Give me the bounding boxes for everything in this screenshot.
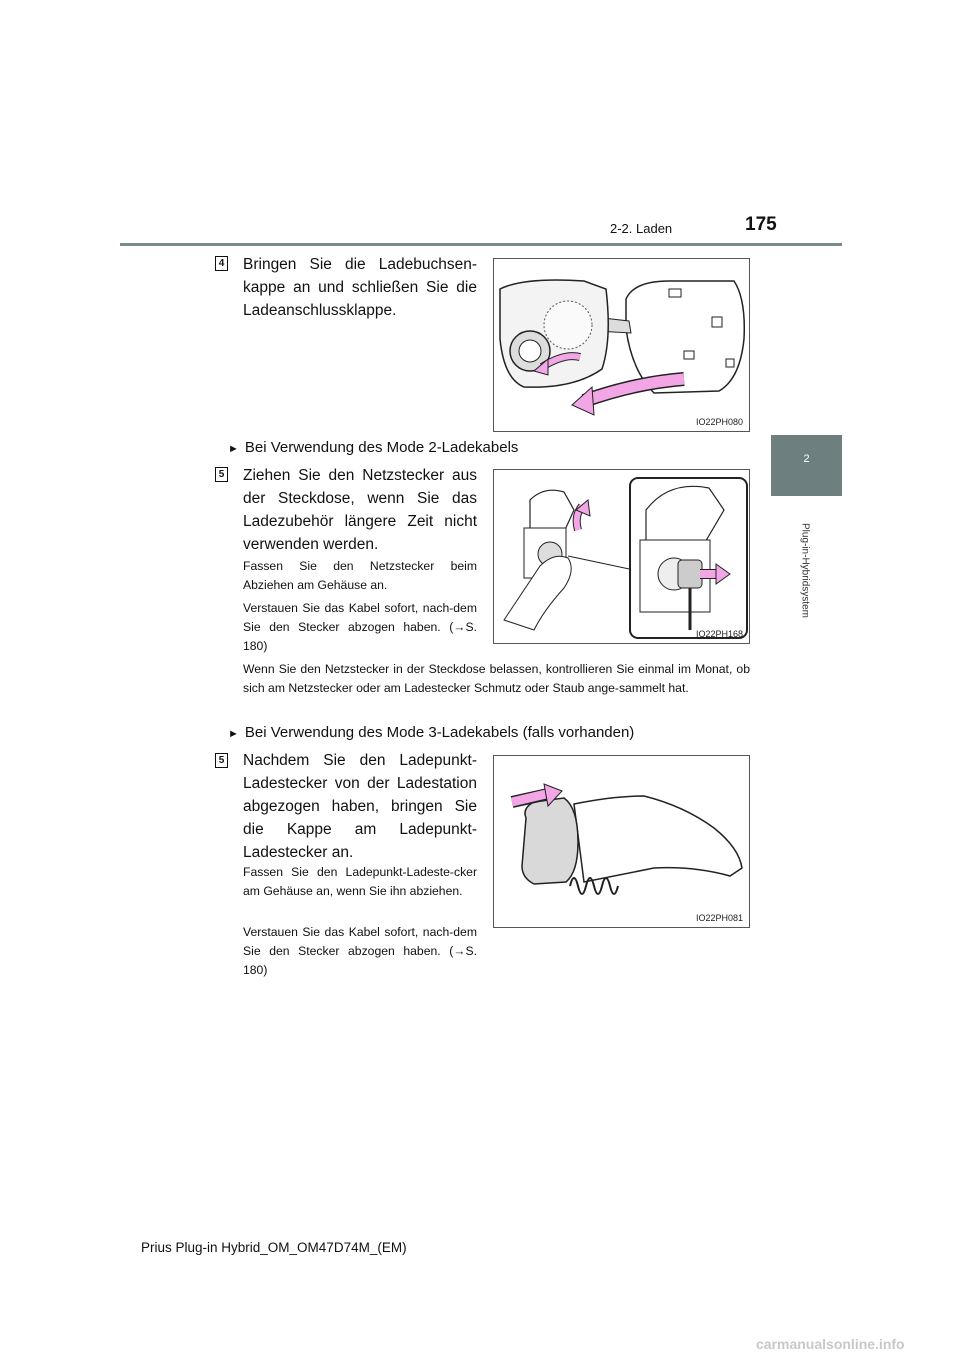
step-number-box: 5 <box>215 753 228 768</box>
step-note: Verstauen Sie das Kabel sofort, nach-dem Sie den Stecker abzogen haben. (→S. 180) <box>243 601 477 653</box>
triangle-bullet-icon: ► <box>228 728 239 740</box>
step-text: Ziehen Sie den Netzstecker aus der Steckdose, wenn Sie das Ladezubehör längere Zeit nicht verwenden werden. <box>243 467 477 553</box>
figure-unplug-plug <box>493 469 750 644</box>
plug-cap-illustration <box>494 756 750 928</box>
section-title: 2-2. Laden <box>610 221 673 236</box>
heading-text: Bei Verwendung des Mode 3-Ladekabels (falls vorhanden) <box>244 724 635 741</box>
charging-flap-illustration <box>494 259 750 432</box>
info-note: Wenn Sie den Netzstecker in der Steckdose belassen, kontrollieren Sie einmal im Monat, ob sich am Netzstecker oder am Ladestecker Schmutz oder Staub ange-sammelt hat. <box>243 662 750 695</box>
section-heading-mode3 <box>228 724 634 741</box>
figure-code: IO22PH168 <box>695 629 743 639</box>
heading-text: Bei Verwendung des Mode 2-Ladekabels <box>244 439 519 456</box>
watermark-text: carmanualsonline.info <box>756 1336 905 1352</box>
footer-text: Prius Plug-in Hybrid_OM_OM47D74M_(EM) <box>141 1240 407 1255</box>
step-note: Verstauen Sie das Kabel sofort, nach-dem Sie den Stecker abzogen haben. (→S. 180) <box>243 925 477 977</box>
chapter-title: Plug-in-Hybridsystem <box>799 522 811 619</box>
page-number: 175 <box>745 214 777 235</box>
section-heading-mode2 <box>228 439 518 456</box>
step-number-box: 5 <box>215 467 228 482</box>
figure-plug-cap <box>493 755 750 928</box>
triangle-bullet-icon: ► <box>228 443 239 455</box>
step-text: Nachdem Sie den Ladepunkt-Ladestecker von der Ladestation abgezogen haben, bringen Sie die Kappe am Ladepunkt-Ladestecker an. <box>243 752 477 861</box>
header-rule <box>120 243 842 246</box>
figure-code: IO22PH080 <box>695 417 743 427</box>
unplug-illustration <box>494 470 750 644</box>
step-note: Fassen Sie den Ladepunkt-Ladeste-cker am Gehäuse an, wenn Sie ihn abziehen. <box>243 865 477 898</box>
chapter-number: 2 <box>803 453 810 465</box>
figure-code: IO22PH081 <box>695 913 743 923</box>
step-number-box: 4 <box>215 256 228 271</box>
step-note: Fassen Sie den Netzstecker beim Abziehen am Gehäuse an. <box>243 559 477 592</box>
step-text: Bringen Sie die Ladebuchsen-kappe an und schließen Sie die Ladeanschlussklappe. <box>243 256 477 319</box>
figure-charging-flap <box>493 258 750 432</box>
